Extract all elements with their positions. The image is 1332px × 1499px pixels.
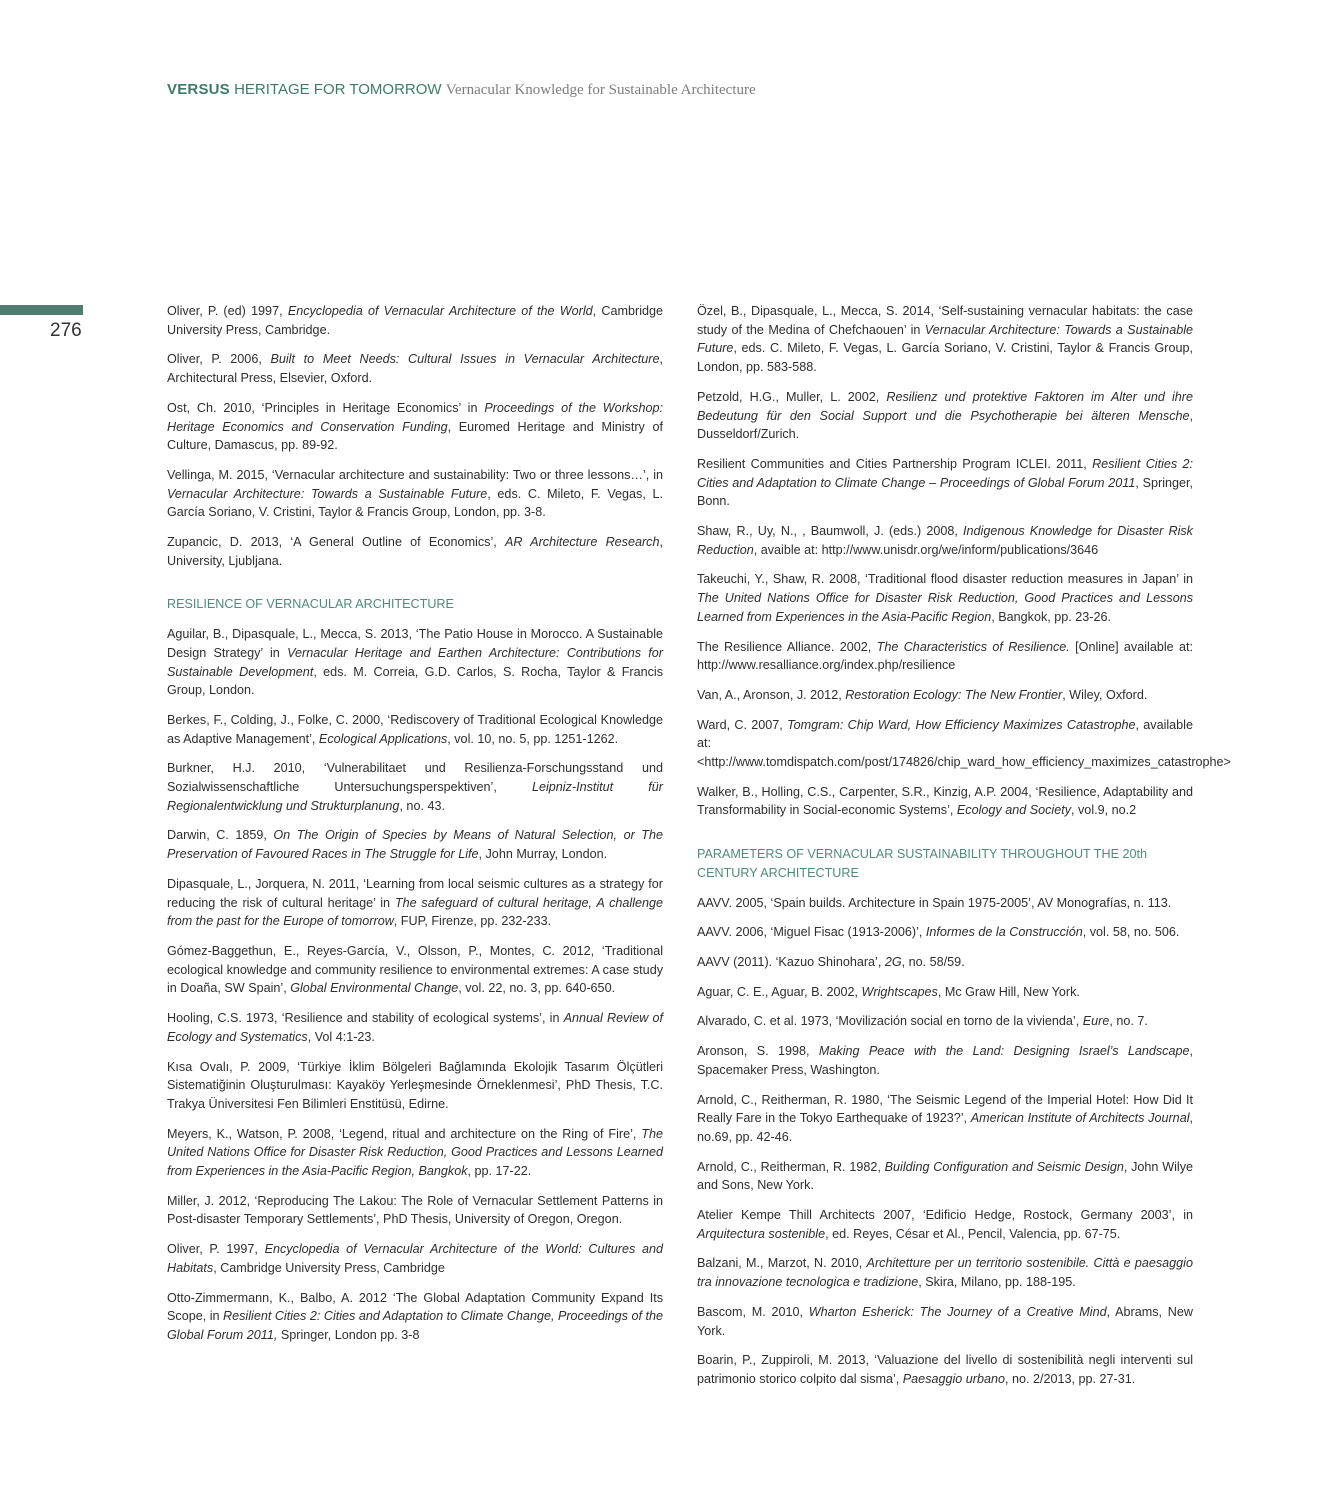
running-head-series: HERITAGE FOR TOMORROW <box>234 81 442 98</box>
reference-text: Balzani, M., Marzot, N. 2010, <box>697 1256 867 1271</box>
reference-text: Meyers, K., Watson, P. 2008, ‘Legend, ritual and architecture on the Ring of Fire’, <box>167 1126 642 1141</box>
reference-title: Resilient Cities 2: Cities and Adaptation to Climate Change – Proceedings of Global Forum 2011 <box>697 456 1193 490</box>
reference-text: Arnold, C., Reitherman, R. 1980, ‘The Seismic Legend of the Imperial Hotel: How Did It Really Fare in the Tokyo Earthequake of 1923?’, <box>697 1092 1193 1126</box>
reference-entry <box>167 1192 663 1229</box>
reference-title: Ecological Applications <box>318 731 448 746</box>
reference-entry <box>167 466 663 522</box>
reference-entry <box>697 388 1193 444</box>
reference-text: Miller, J. 2012, ‘Reproducing The Lakou: The Role of Vernacular Settlement Patterns in Post-disaster Temporary Settlements’, PhD Thesis, University of Oregon, Oregon. <box>167 1193 663 1227</box>
reference-title: Encyclopedia of Vernacular Architecture of the World <box>287 304 593 318</box>
reference-title: American Institute of Architects Journal <box>970 1111 1190 1126</box>
reference-text: , Cambridge University Press, Cambridge <box>213 1260 445 1275</box>
reference-text: Petzold, H.G., Muller, L. 2002, <box>697 389 887 404</box>
reference-entry <box>697 302 1193 377</box>
reference-entry <box>167 1289 663 1345</box>
section-heading-parameters: PARAMETERS OF VERNACULAR SUSTAINABILITY THROUGHOUT THE 20th CENTURY ARCHITECTURE <box>697 847 1147 880</box>
reference-title: Indigenous Knowledge for Disaster Risk Reduction <box>697 524 1193 557</box>
reference-text: Vellinga, M. 2015, ‘Vernacular architecture and sustainability: Two or three lessons…’, in <box>167 467 663 482</box>
reference-entry <box>167 350 663 387</box>
reference-title: The Characteristics of Resilience. <box>876 639 1070 654</box>
reference-text: , vol. 58, no. 506. <box>1082 925 1180 940</box>
reference-text: Otto-Zimmermann, K., Balbo, A. 2012 ‘The Global Adaptation Community Expand Its Scope, in <box>167 1290 663 1324</box>
reference-entry <box>167 711 663 748</box>
reference-entry <box>697 522 1193 559</box>
reference-text: , no. 58/59. <box>901 954 965 969</box>
reference-entry <box>697 1158 1193 1195</box>
reference-entry <box>697 455 1193 511</box>
reference-title: Wrightscapes <box>861 984 938 999</box>
reference-text: Alvarado, C. et al. 1973, ‘Movilización social en torno de la vivienda’, <box>697 1014 1083 1029</box>
reference-title: Paesaggio urbano <box>902 1371 1006 1386</box>
reference-text: , no. 7. <box>1109 1014 1148 1029</box>
reference-text: Oliver, P. 2006, <box>167 352 271 367</box>
reference-text: , Euromed Heritage and Ministry of Culture, Damascus, pp. 89-92. <box>167 419 663 453</box>
reference-text: Aguar, C. E., Aguar, B. 2002, <box>697 984 862 999</box>
reference-entry <box>697 716 1231 772</box>
reference-text: , no. 2/2013, pp. 27-31. <box>1005 1371 1136 1386</box>
reference-text: AAVV (2011). ‘Kazuo Shinohara’, <box>697 954 885 969</box>
reference-text: , vol. 10, no. 5, pp. 1251-1262. <box>447 731 619 746</box>
reference-title: Informes de la Construcción <box>925 925 1083 940</box>
reference-entry <box>697 686 1193 705</box>
reference-title: Annual Review of Ecology and Systematics <box>167 1011 663 1044</box>
reference-text: , available at: <http://www.tomdispatch.com/post/174826/chip_ward_how_efficiency_maximizes_catastrophe> <box>697 717 1231 770</box>
reference-text: , John Wilye and Sons, New York. <box>697 1159 1194 1193</box>
reference-text: , FUP, Firenze, pp. 232-233. <box>393 914 552 929</box>
reference-entry <box>167 302 663 339</box>
reference-text: , Dusseldorf/Zurich. <box>697 408 1193 442</box>
reference-text: , eds. M. Correia, G.D. Carlos, S. Rocha, Taylor & Francis Group, London. <box>167 664 663 698</box>
reference-text: , pp. 17-22. <box>467 1164 532 1179</box>
reference-text: Arnold, C., Reitherman, R. 1982, <box>697 1159 885 1174</box>
reference-title: The United Nations Office for Disaster Risk Reduction, Good Practices and Lessons Learned from Experiences in the Asia-Pacific Region <box>697 591 1193 624</box>
reference-title: Global Environmental Change <box>290 981 459 996</box>
reference-text: Aguilar, B., Dipasquale, L., Mecca, S. 2013, ‘The Patio House in Morocco. A Sustainable Design Strategy’ in <box>167 627 663 660</box>
reference-text: , Abrams, New York. <box>697 1304 1193 1338</box>
reference-text: , eds. C. Mileto, F. Vegas, L. García Soriano, V. Cristini, Taylor & Francis Group, London, pp. 583-588. <box>697 341 1193 375</box>
reference-text: , eds. C. Mileto, F. Vegas, L. García Soriano, V. Cristini, Taylor & Francis Group, London, pp. 3-8. <box>167 486 663 520</box>
reference-text: , Cambridge University Press, Cambridge. <box>167 304 663 337</box>
reference-text: , Mc Graw Hill, New York. <box>937 984 1080 999</box>
reference-text: Walker, B., Holling, C.S., Carpenter, S.R., Kinzig, A.P. 2004, ‘Resilience, Adaptability and Transformability in Social-economic Systems’, <box>697 784 1193 818</box>
reference-title: Vernacular Heritage and Earthen Architecture: Contributions for Sustainable Development <box>167 645 663 679</box>
reference-text: Zupancic, D. 2013, ‘A General Outline of Economics’, <box>167 535 505 550</box>
reference-text: Dipasquale, L., Jorquera, N. 2011, ‘Learning from local seismic cultures as a strategy for reducing the risk of cultural heritage’ in <box>167 876 663 910</box>
right-column <box>697 302 1231 1400</box>
reference-text: , vol.9, no.2 <box>1071 803 1137 818</box>
left-refs-top <box>167 302 663 570</box>
reference-entry <box>697 894 1193 913</box>
reference-entry <box>697 923 1193 942</box>
reference-text: Takeuchi, Y., Shaw, R. 2008, ‘Traditional flood disaster reduction measures in Japan’ in <box>697 572 1193 587</box>
reference-text: The Resilience Alliance. 2002, <box>697 639 877 654</box>
reference-text: Özel, B., Dipasquale, L., Mecca, S. 2014, ‘Self-sustaining vernacular habitats: the case study of the Medina of Chefchaouen’ in <box>697 304 1193 337</box>
reference-text: , Wiley, Oxford. <box>1062 687 1148 702</box>
reference-entry <box>697 983 1193 1002</box>
reference-entry <box>697 1206 1193 1243</box>
reference-text: Springer, London pp. 3-8 <box>277 1327 420 1342</box>
reference-text: AAVV. 2005, ‘Spain builds. Architecture in Spain 1975-2005’, AV Monografías, n. 113. <box>697 895 1172 910</box>
reference-text: Oliver, P. 1997, <box>167 1242 265 1257</box>
reference-text: Kısa Ovalı, P. 2009, ‘Türkiye İklim Bölgeleri Bağlamında Ekolojik Tasarım Ölçütleri Sistematiğinin Oluşturulması: Kayaköy Yerleşmesinde Örneklenmesi’, PhD Thesis, T.C. Trakya Üniversitesi Fen Bilimleri Enstitüsü, Edirne. <box>167 1059 663 1111</box>
reference-entry <box>167 759 663 815</box>
reference-title: Vernacular Architecture: Towards a Sustainable Future <box>167 486 488 501</box>
reference-text: , Vol 4:1-23. <box>307 1029 375 1044</box>
reference-title: Building Configuration and Seismic Design <box>884 1159 1124 1174</box>
reference-text: Resilient Communities and Cities Partnership Program ICLEI. 2011, <box>697 456 1093 471</box>
reference-title: Resilient Cities 2: Cities and Adaptation to Climate Change, Proceedings of the Global Forum 2011, <box>167 1309 663 1342</box>
reference-entry <box>167 875 663 931</box>
reference-title: Architetture per un territorio sostenibile. Città e paesaggio tra innovazione tecnologica e tradizione <box>697 1256 1193 1290</box>
reference-title: Built to Meet Needs: Cultural Issues in Vernacular Architecture <box>270 352 660 367</box>
reference-entry <box>697 1351 1193 1388</box>
section-heading-resilience: RESILIENCE OF VERNACULAR ARCHITECTURE <box>167 597 454 612</box>
right-refs-top <box>697 302 1231 820</box>
reference-entry <box>167 1058 663 1114</box>
reference-text: , no.69, pp. 42-46. <box>697 1111 1193 1144</box>
reference-title: Making Peace with the Land: Designing Israel’s Landscape <box>818 1044 1190 1059</box>
reference-text: , Bangkok, pp. 23-26. <box>991 609 1111 624</box>
reference-text: , ed. Reyes, César et Al., Pencil, Valencia, pp. 67-75. <box>825 1226 1121 1241</box>
reference-text: , vol. 22, no. 3, pp. 640-650. <box>458 981 616 996</box>
page-number: 276 <box>50 320 82 341</box>
reference-entry <box>697 953 1193 972</box>
reference-title: Ecology and Society <box>956 803 1072 818</box>
reference-title: Wharton Esherick: The Journey of a Creative Mind <box>808 1304 1107 1319</box>
reference-entry <box>697 1042 1193 1079</box>
reference-title: Proceedings of the Workshop: Heritage Economics and Conservation Funding <box>167 400 663 434</box>
running-head-subtitle: Vernacular Knowledge for Sustainable Architecture <box>445 82 756 98</box>
reference-text: Boarin, P., Zuppiroli, M. 2013, ‘Valuazione del livello di sostenibilità negli interventi sul patrimonio storico colpito dal sisma’, <box>697 1353 1193 1386</box>
reference-entry <box>167 1240 663 1277</box>
reference-text: , John Murray, London. <box>478 847 608 862</box>
running-head <box>167 80 756 100</box>
reference-text: Oliver, P. (ed) 1997, <box>167 304 288 318</box>
reference-title: On The Origin of Species by Means of Natural Selection, or The Preservation of Favoured Races in The Struggle for Life <box>167 828 664 862</box>
reference-text: , Architectural Press, Elsevier, Oxford. <box>167 352 663 386</box>
reference-text: , University, Ljubljana. <box>167 535 663 568</box>
reference-title: Leipniz-Institut für Regionalentwicklung und Strukturplanung <box>167 780 663 813</box>
left-refs-section <box>167 625 663 1345</box>
reference-entry <box>697 1091 1193 1147</box>
reference-title: AR Architecture Research <box>504 535 660 550</box>
reference-text: , avaible at: http://www.unisdr.org/we/inform/publications/3646 <box>753 542 1099 557</box>
reference-title: Vernacular Architecture: Towards a Sustainable Future <box>697 322 1193 356</box>
reference-text: Ward, C. 2007, <box>697 717 788 732</box>
reference-entry <box>167 625 663 700</box>
reference-title: Eure <box>1082 1014 1110 1029</box>
reference-entry <box>697 1254 1193 1291</box>
reference-title: Resilienz und protektive Faktoren im Alter und ihre Bedeutung für den Social Support und die Psychotherapie bei älteren Mensche <box>697 389 1193 423</box>
reference-text: , Spacemaker Press, Washington. <box>697 1044 1193 1077</box>
reference-text: Van, A., Aronson, J. 2012, <box>697 687 846 702</box>
reference-entry <box>697 783 1193 820</box>
page-marker-bar <box>0 305 83 315</box>
reference-title: 2G <box>884 954 902 969</box>
reference-entry <box>167 1009 663 1046</box>
reference-title: The safeguard of cultural heritage, A challenge from the past for the Europe of tomorrow <box>167 895 664 929</box>
reference-text: Berkes, F., Colding, J., Folke, C. 2000, ‘Rediscovery of Traditional Ecological Knowledge as Adaptive Management’, <box>167 712 663 746</box>
reference-entry <box>167 399 663 455</box>
reference-entry <box>697 570 1193 626</box>
reference-text: , Skira, Milano, pp. 188-195. <box>918 1275 1076 1290</box>
running-head-brand: VERSUS <box>167 81 230 98</box>
reference-entry <box>167 533 663 570</box>
reference-text: AAVV. 2006, ‘Miguel Fisac (1913-2006)’, <box>697 925 926 940</box>
reference-title: The United Nations Office for Disaster Risk Reduction, Good Practices and Lessons Learned from Experiences in the Asia-Pacific Region, Bangkok <box>167 1126 663 1179</box>
right-refs-section <box>697 894 1193 1389</box>
reference-text: Burkner, H.J. 2010, ‘Vulnerabilitaet und Resilienza-Forschungsstand und Sozialwissenschaftliche Untersuchungsperspektiven’, <box>167 761 663 795</box>
reference-text: Shaw, R., Uy, N., , Baumwoll, J. (eds.) 2008, <box>697 524 964 539</box>
reference-title: Arquitectura sostenible <box>697 1226 826 1241</box>
reference-text: Hooling, C.S. 1973, ‘Resilience and stability of ecological systems’, in <box>167 1011 564 1026</box>
reference-text: , Springer, Bonn. <box>697 475 1194 509</box>
reference-entry <box>697 1303 1193 1340</box>
reference-text: Bascom, M. 2010, <box>697 1304 809 1319</box>
reference-title: Tomgram: Chip Ward, How Efficiency Maximizes Catastrophe <box>787 717 1136 732</box>
reference-text: Atelier Kempe Thill Architects 2007, ‘Edificio Hedge, Rostock, Germany 2003’, in <box>697 1208 1193 1223</box>
reference-entry <box>697 1012 1193 1031</box>
reference-entry <box>167 1125 663 1181</box>
reference-text: Darwin, C. 1859, <box>167 828 274 843</box>
left-column <box>167 302 663 1356</box>
reference-text: , no. 43. <box>399 798 445 813</box>
reference-text: Aronson, S. 1998, <box>697 1044 819 1059</box>
reference-text: [Online] available at: http://www.resalliance.org/index.php/resilience <box>697 639 1193 673</box>
reference-entry <box>167 826 663 863</box>
reference-text: Gómez-Baggethun, E., Reyes-García, V., Olsson, P., Montes, C. 2012, ‘Traditional ecological knowledge and community resilience to environmental extremes: A case study in Doaña, SW Spain’, <box>167 943 663 996</box>
reference-title: Restoration Ecology: The New Frontier <box>845 687 1063 702</box>
reference-title: Encyclopedia of Vernacular Architecture of the World: Cultures and Habitats <box>167 1242 663 1275</box>
reference-entry <box>697 638 1193 675</box>
reference-entry <box>167 942 663 998</box>
reference-text: Ost, Ch. 2010, ‘Principles in Heritage Economics’ in <box>167 400 485 415</box>
